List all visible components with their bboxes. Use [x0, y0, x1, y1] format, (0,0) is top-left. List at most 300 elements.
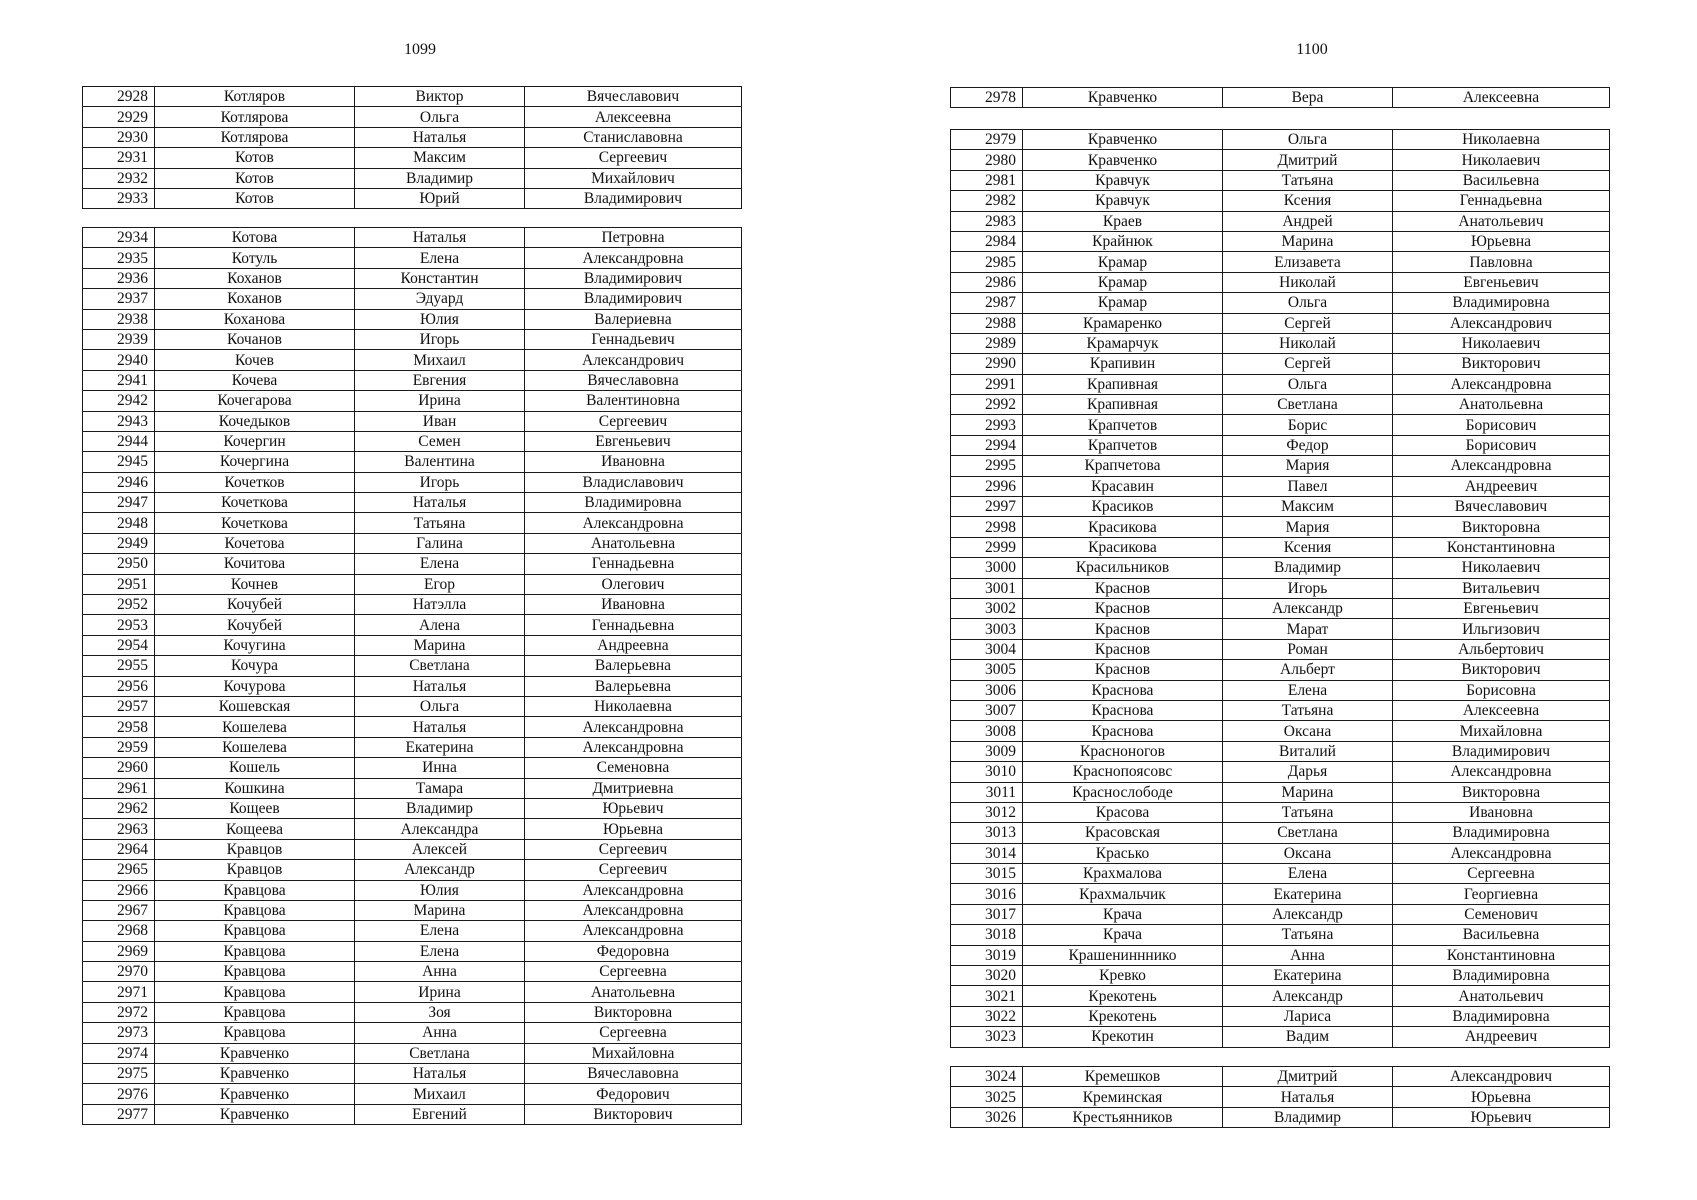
table-row	[951, 211, 1610, 231]
record-number-cell: 3017	[951, 904, 1023, 924]
record-number-cell: 2991	[951, 374, 1023, 394]
first-name-cell: Ольга	[1223, 293, 1393, 313]
patronymic-cell: Николаевич	[1393, 333, 1610, 353]
surname-cell: Кочурова	[155, 676, 355, 696]
first-name-cell: Наталья	[355, 717, 525, 737]
surname-cell: Кравчук	[1023, 170, 1223, 190]
table-row	[951, 497, 1610, 517]
record-number-cell: 2974	[83, 1043, 155, 1063]
patronymic-cell: Михайловна	[1393, 721, 1610, 741]
record-number-cell: 2944	[83, 431, 155, 451]
first-name-cell: Владимир	[355, 798, 525, 818]
surname-cell: Кочитова	[155, 554, 355, 574]
patronymic-cell: Алексеевна	[1393, 700, 1610, 720]
patronymic-cell: Николаевич	[1393, 150, 1610, 170]
record-number-cell: 2947	[83, 493, 155, 513]
patronymic-cell: Алексеевна	[525, 107, 742, 127]
surname-cell: Кравцова	[155, 982, 355, 1002]
patronymic-cell: Владимирович	[525, 268, 742, 288]
first-name-cell: Елена	[1223, 680, 1393, 700]
surname-cell: Кравчук	[1023, 191, 1223, 211]
surname-cell: Кравченко	[1023, 130, 1223, 150]
page-number-right: 1100	[1296, 41, 1328, 58]
surname-cell: Кочеткова	[155, 493, 355, 513]
record-number-cell: 3024	[951, 1067, 1023, 1087]
record-number-cell: 3026	[951, 1107, 1023, 1127]
surname-cell: Кравцов	[155, 860, 355, 880]
first-name-cell: Владимир	[1223, 558, 1393, 578]
patronymic-cell: Анатольевна	[1393, 395, 1610, 415]
first-name-cell: Александра	[355, 819, 525, 839]
first-name-cell: Ирина	[355, 391, 525, 411]
patronymic-cell: Станиславовна	[525, 127, 742, 147]
table-row	[951, 966, 1610, 986]
table-row	[83, 329, 742, 349]
surname-cell: Коханов	[155, 268, 355, 288]
surname-cell: Крестьянников	[1023, 1107, 1223, 1127]
patronymic-cell: Александровна	[525, 717, 742, 737]
first-name-cell: Егор	[355, 574, 525, 594]
table-row	[83, 1002, 742, 1022]
table-row	[83, 819, 742, 839]
table-row	[951, 700, 1610, 720]
first-name-cell: Владимир	[355, 168, 525, 188]
table-row	[951, 1027, 1610, 1047]
patronymic-cell: Геннадьевна	[525, 615, 742, 635]
first-name-cell: Татьяна	[1223, 170, 1393, 190]
patronymic-cell: Викторович	[1393, 660, 1610, 680]
surname-cell: Красько	[1023, 843, 1223, 863]
table-row	[951, 231, 1610, 251]
surname-cell: Кравцова	[155, 1002, 355, 1022]
table-row	[951, 660, 1610, 680]
surname-cell: Кравцова	[155, 900, 355, 920]
surname-cell: Кошелева	[155, 717, 355, 737]
surname-cell: Краснов	[1023, 639, 1223, 659]
patronymic-cell: Владимировна	[525, 493, 742, 513]
record-number-cell: 2990	[951, 354, 1023, 374]
patronymic-cell: Семенович	[1393, 904, 1610, 924]
record-number-cell: 3021	[951, 986, 1023, 1006]
patronymic-cell: Александровна	[525, 513, 742, 533]
surname-cell: Краснов	[1023, 660, 1223, 680]
table-row	[951, 864, 1610, 884]
surname-cell: Кошкина	[155, 778, 355, 798]
first-name-cell: Наталья	[355, 676, 525, 696]
record-number-cell: 2962	[83, 798, 155, 818]
surname-cell: Котлярова	[155, 107, 355, 127]
record-number-cell: 2943	[83, 411, 155, 431]
first-name-cell: Иван	[355, 411, 525, 431]
surname-cell: Красавин	[1023, 476, 1223, 496]
first-name-cell: Марина	[355, 900, 525, 920]
patronymic-cell: Николаевна	[525, 696, 742, 716]
table-row	[951, 782, 1610, 802]
first-name-cell: Ольга	[355, 107, 525, 127]
patronymic-cell: Александровна	[525, 248, 742, 268]
record-number-cell: 2930	[83, 127, 155, 147]
first-name-cell: Ксения	[1223, 191, 1393, 211]
record-number-cell: 2977	[83, 1104, 155, 1124]
surname-cell: Котова	[155, 228, 355, 248]
table-row	[83, 962, 742, 982]
record-number-cell: 2929	[83, 107, 155, 127]
patronymic-cell: Викторовна	[1393, 782, 1610, 802]
record-number-cell: 3012	[951, 802, 1023, 822]
table-row	[83, 635, 742, 655]
surname-cell: Кравцова	[155, 941, 355, 961]
first-name-cell: Борис	[1223, 415, 1393, 435]
patronymic-cell: Геннадьевич	[525, 329, 742, 349]
first-name-cell: Евгений	[355, 1104, 525, 1124]
record-number-cell: 3005	[951, 660, 1023, 680]
first-name-cell: Михаил	[355, 1084, 525, 1104]
table-row	[83, 798, 742, 818]
record-number-cell: 2935	[83, 248, 155, 268]
patronymic-cell: Александрович	[525, 350, 742, 370]
name-table	[950, 87, 1610, 108]
first-name-cell: Елизавета	[1223, 252, 1393, 272]
patronymic-cell: Сергеевна	[525, 1023, 742, 1043]
surname-cell: Кравцов	[155, 839, 355, 859]
patronymic-cell: Сергеевна	[525, 962, 742, 982]
surname-cell: Котов	[155, 148, 355, 168]
surname-cell: Краснова	[1023, 721, 1223, 741]
table-row	[83, 941, 742, 961]
record-number-cell: 2979	[951, 130, 1023, 150]
patronymic-cell: Владимирович	[525, 289, 742, 309]
record-number-cell: 2960	[83, 758, 155, 778]
record-number-cell: 2969	[83, 941, 155, 961]
table-row	[951, 415, 1610, 435]
record-number-cell: 3020	[951, 966, 1023, 986]
patronymic-cell: Вячеславовна	[525, 370, 742, 390]
record-number-cell: 3016	[951, 884, 1023, 904]
table-row	[951, 170, 1610, 190]
patronymic-cell: Владимировна	[1393, 293, 1610, 313]
first-name-cell: Евгения	[355, 370, 525, 390]
patronymic-cell: Ивановна	[525, 452, 742, 472]
surname-cell: Котов	[155, 168, 355, 188]
surname-cell: Краснов	[1023, 598, 1223, 618]
record-number-cell: 2949	[83, 533, 155, 553]
table-row	[951, 1067, 1610, 1087]
table-row	[83, 289, 742, 309]
surname-cell: Кочубей	[155, 615, 355, 635]
surname-cell: Кочева	[155, 370, 355, 390]
first-name-cell: Андрей	[1223, 211, 1393, 231]
table-row	[83, 758, 742, 778]
record-number-cell: 2946	[83, 472, 155, 492]
surname-cell: Крамар	[1023, 272, 1223, 292]
first-name-cell: Виктор	[355, 87, 525, 107]
table-row	[951, 802, 1610, 822]
first-name-cell: Вера	[1223, 88, 1393, 108]
first-name-cell: Светлана	[355, 1043, 525, 1063]
surname-cell: Краснова	[1023, 700, 1223, 720]
patronymic-cell: Владимирович	[1393, 741, 1610, 761]
name-table	[82, 86, 742, 209]
table-row	[83, 921, 742, 941]
patronymic-cell: Валериевна	[525, 309, 742, 329]
table-row	[83, 472, 742, 492]
patronymic-cell: Александровна	[525, 921, 742, 941]
surname-cell: Кревко	[1023, 966, 1223, 986]
record-number-cell: 2980	[951, 150, 1023, 170]
table-row	[83, 391, 742, 411]
first-name-cell: Владимир	[1223, 1107, 1393, 1127]
surname-cell: Крапчетова	[1023, 456, 1223, 476]
record-number-cell: 3009	[951, 741, 1023, 761]
patronymic-cell: Геннадьевна	[1393, 191, 1610, 211]
surname-cell: Краснопоясовс	[1023, 762, 1223, 782]
surname-cell: Красикова	[1023, 517, 1223, 537]
first-name-cell: Сергей	[1223, 313, 1393, 333]
patronymic-cell: Вячеславович	[1393, 497, 1610, 517]
table-row	[951, 598, 1610, 618]
first-name-cell: Елена	[355, 941, 525, 961]
first-name-cell: Мария	[1223, 456, 1393, 476]
patronymic-cell: Юрьевич	[525, 798, 742, 818]
record-number-cell: 2959	[83, 737, 155, 757]
patronymic-cell: Викторовна	[525, 1002, 742, 1022]
first-name-cell: Александр	[1223, 598, 1393, 618]
surname-cell: Крамарчук	[1023, 333, 1223, 353]
table-row	[951, 272, 1610, 292]
first-name-cell: Анна	[1223, 945, 1393, 965]
table-row	[83, 1043, 742, 1063]
patronymic-cell: Васильевна	[1393, 170, 1610, 190]
surname-cell: Кравцова	[155, 1023, 355, 1043]
record-number-cell: 3002	[951, 598, 1023, 618]
surname-cell: Котляров	[155, 87, 355, 107]
first-name-cell: Татьяна	[1223, 700, 1393, 720]
table-row	[83, 188, 742, 208]
patronymic-cell: Павловна	[1393, 252, 1610, 272]
surname-cell: Кочедыков	[155, 411, 355, 431]
surname-cell: Крапчетов	[1023, 415, 1223, 435]
patronymic-cell: Константиновна	[1393, 945, 1610, 965]
surname-cell: Крамар	[1023, 293, 1223, 313]
first-name-cell: Сергей	[1223, 354, 1393, 374]
table-row	[951, 578, 1610, 598]
patronymic-cell: Анатольевич	[1393, 211, 1610, 231]
patronymic-cell: Александровна	[1393, 843, 1610, 863]
surname-cell: Крапивин	[1023, 354, 1223, 374]
table-row	[83, 717, 742, 737]
surname-cell: Кочев	[155, 350, 355, 370]
surname-cell: Кочанов	[155, 329, 355, 349]
surname-cell: Кравченко	[1023, 150, 1223, 170]
table-row	[951, 558, 1610, 578]
first-name-cell: Федор	[1223, 435, 1393, 455]
table-row	[951, 619, 1610, 639]
first-name-cell: Марат	[1223, 619, 1393, 639]
surname-cell: Кочура	[155, 656, 355, 676]
table-row	[83, 513, 742, 533]
table-row	[83, 107, 742, 127]
record-number-cell: 2936	[83, 268, 155, 288]
first-name-cell: Елена	[1223, 864, 1393, 884]
first-name-cell: Вадим	[1223, 1027, 1393, 1047]
first-name-cell: Максим	[355, 148, 525, 168]
first-name-cell: Екатерина	[1223, 966, 1393, 986]
patronymic-cell: Владиславович	[525, 472, 742, 492]
first-name-cell: Екатерина	[1223, 884, 1393, 904]
table-row	[83, 1064, 742, 1084]
record-number-cell: 2950	[83, 554, 155, 574]
surname-cell: Красноногов	[1023, 741, 1223, 761]
patronymic-cell: Сергеевич	[525, 839, 742, 859]
table-row	[951, 191, 1610, 211]
record-number-cell: 2937	[83, 289, 155, 309]
first-name-cell: Игорь	[355, 472, 525, 492]
surname-cell: Красова	[1023, 802, 1223, 822]
surname-cell: Кравченко	[155, 1104, 355, 1124]
table-row	[83, 228, 742, 248]
surname-cell: Крапивная	[1023, 374, 1223, 394]
patronymic-cell: Александрович	[1393, 1067, 1610, 1087]
surname-cell: Кочетков	[155, 472, 355, 492]
surname-cell: Кравцова	[155, 880, 355, 900]
patronymic-cell: Васильевна	[1393, 925, 1610, 945]
record-number-cell: 2931	[83, 148, 155, 168]
record-number-cell: 2978	[951, 88, 1023, 108]
patronymic-cell: Борисович	[1393, 415, 1610, 435]
table-row	[951, 639, 1610, 659]
record-number-cell: 3004	[951, 639, 1023, 659]
patronymic-cell: Юрьевич	[1393, 1107, 1610, 1127]
table-row	[951, 843, 1610, 863]
surname-cell: Кравцова	[155, 962, 355, 982]
record-number-cell: 2993	[951, 415, 1023, 435]
table-row	[83, 452, 742, 472]
record-number-cell: 2967	[83, 900, 155, 920]
record-number-cell: 2989	[951, 333, 1023, 353]
patronymic-cell: Дмитриевна	[525, 778, 742, 798]
table-row	[83, 778, 742, 798]
first-name-cell: Виталий	[1223, 741, 1393, 761]
record-number-cell: 2932	[83, 168, 155, 188]
record-number-cell: 2986	[951, 272, 1023, 292]
surname-cell: Крекотин	[1023, 1027, 1223, 1047]
first-name-cell: Александр	[1223, 986, 1393, 1006]
record-number-cell: 2934	[83, 228, 155, 248]
table-row	[83, 880, 742, 900]
patronymic-cell: Сергеевич	[525, 860, 742, 880]
surname-cell: Кочеткова	[155, 513, 355, 533]
table-row	[951, 762, 1610, 782]
surname-cell: Креминская	[1023, 1087, 1223, 1107]
record-number-cell: 3025	[951, 1087, 1023, 1107]
surname-cell: Крекотень	[1023, 1006, 1223, 1026]
first-name-cell: Ксения	[1223, 537, 1393, 557]
patronymic-cell: Николаевна	[1393, 130, 1610, 150]
patronymic-cell: Андреевич	[1393, 1027, 1610, 1047]
first-name-cell: Семен	[355, 431, 525, 451]
record-number-cell: 3019	[951, 945, 1023, 965]
record-number-cell: 2933	[83, 188, 155, 208]
table-row	[951, 517, 1610, 537]
first-name-cell: Екатерина	[355, 737, 525, 757]
surname-cell: Кравченко	[155, 1084, 355, 1104]
table-row	[83, 309, 742, 329]
patronymic-cell: Евгеньевич	[1393, 598, 1610, 618]
first-name-cell: Игорь	[1223, 578, 1393, 598]
record-number-cell: 3010	[951, 762, 1023, 782]
table-row	[83, 676, 742, 696]
record-number-cell: 2928	[83, 87, 155, 107]
first-name-cell: Константин	[355, 268, 525, 288]
first-name-cell: Дмитрий	[1223, 150, 1393, 170]
table-row	[83, 350, 742, 370]
patronymic-cell: Сергеевич	[525, 411, 742, 431]
record-number-cell: 2948	[83, 513, 155, 533]
patronymic-cell: Владимирович	[525, 188, 742, 208]
first-name-cell: Наталья	[355, 127, 525, 147]
surname-cell: Крача	[1023, 925, 1223, 945]
patronymic-cell: Михайлович	[525, 168, 742, 188]
record-number-cell: 3008	[951, 721, 1023, 741]
patronymic-cell: Вячеславовна	[525, 1064, 742, 1084]
patronymic-cell: Федорович	[525, 1084, 742, 1104]
patronymic-cell: Александровна	[1393, 456, 1610, 476]
surname-cell: Кочубей	[155, 595, 355, 615]
table-row	[83, 615, 742, 635]
table-row	[951, 945, 1610, 965]
surname-cell: Красикова	[1023, 537, 1223, 557]
patronymic-cell: Анатольевич	[1393, 986, 1610, 1006]
table-row	[951, 904, 1610, 924]
surname-cell: Крахмалова	[1023, 864, 1223, 884]
patronymic-cell: Андреевич	[1393, 476, 1610, 496]
record-number-cell: 2988	[951, 313, 1023, 333]
table-row	[83, 248, 742, 268]
first-name-cell: Ольга	[1223, 130, 1393, 150]
patronymic-cell: Борисовна	[1393, 680, 1610, 700]
table-row	[83, 370, 742, 390]
record-number-cell: 2981	[951, 170, 1023, 190]
patronymic-cell: Евгеньевич	[525, 431, 742, 451]
patronymic-cell: Георгиевна	[1393, 884, 1610, 904]
record-number-cell: 2951	[83, 574, 155, 594]
surname-cell: Крапчетов	[1023, 435, 1223, 455]
first-name-cell: Наталья	[1223, 1087, 1393, 1107]
surname-cell: Кравченко	[155, 1043, 355, 1063]
surname-cell: Крекотень	[1023, 986, 1223, 1006]
patronymic-cell: Валерьевна	[525, 656, 742, 676]
surname-cell: Кощеева	[155, 819, 355, 839]
surname-cell: Коханов	[155, 289, 355, 309]
patronymic-cell: Владимировна	[1393, 823, 1610, 843]
first-name-cell: Павел	[1223, 476, 1393, 496]
record-number-cell: 2973	[83, 1023, 155, 1043]
surname-cell: Краснова	[1023, 680, 1223, 700]
record-number-cell: 2957	[83, 696, 155, 716]
first-name-cell: Марина	[1223, 782, 1393, 802]
patronymic-cell: Викторович	[525, 1104, 742, 1124]
record-number-cell: 2983	[951, 211, 1023, 231]
record-number-cell: 2961	[83, 778, 155, 798]
patronymic-cell: Олегович	[525, 574, 742, 594]
patronymic-cell: Андреевна	[525, 635, 742, 655]
patronymic-cell: Николаевич	[1393, 558, 1610, 578]
record-number-cell: 2985	[951, 252, 1023, 272]
patronymic-cell: Юрьевна	[1393, 231, 1610, 251]
record-number-cell: 3001	[951, 578, 1023, 598]
table-row	[951, 313, 1610, 333]
table-row	[951, 986, 1610, 1006]
